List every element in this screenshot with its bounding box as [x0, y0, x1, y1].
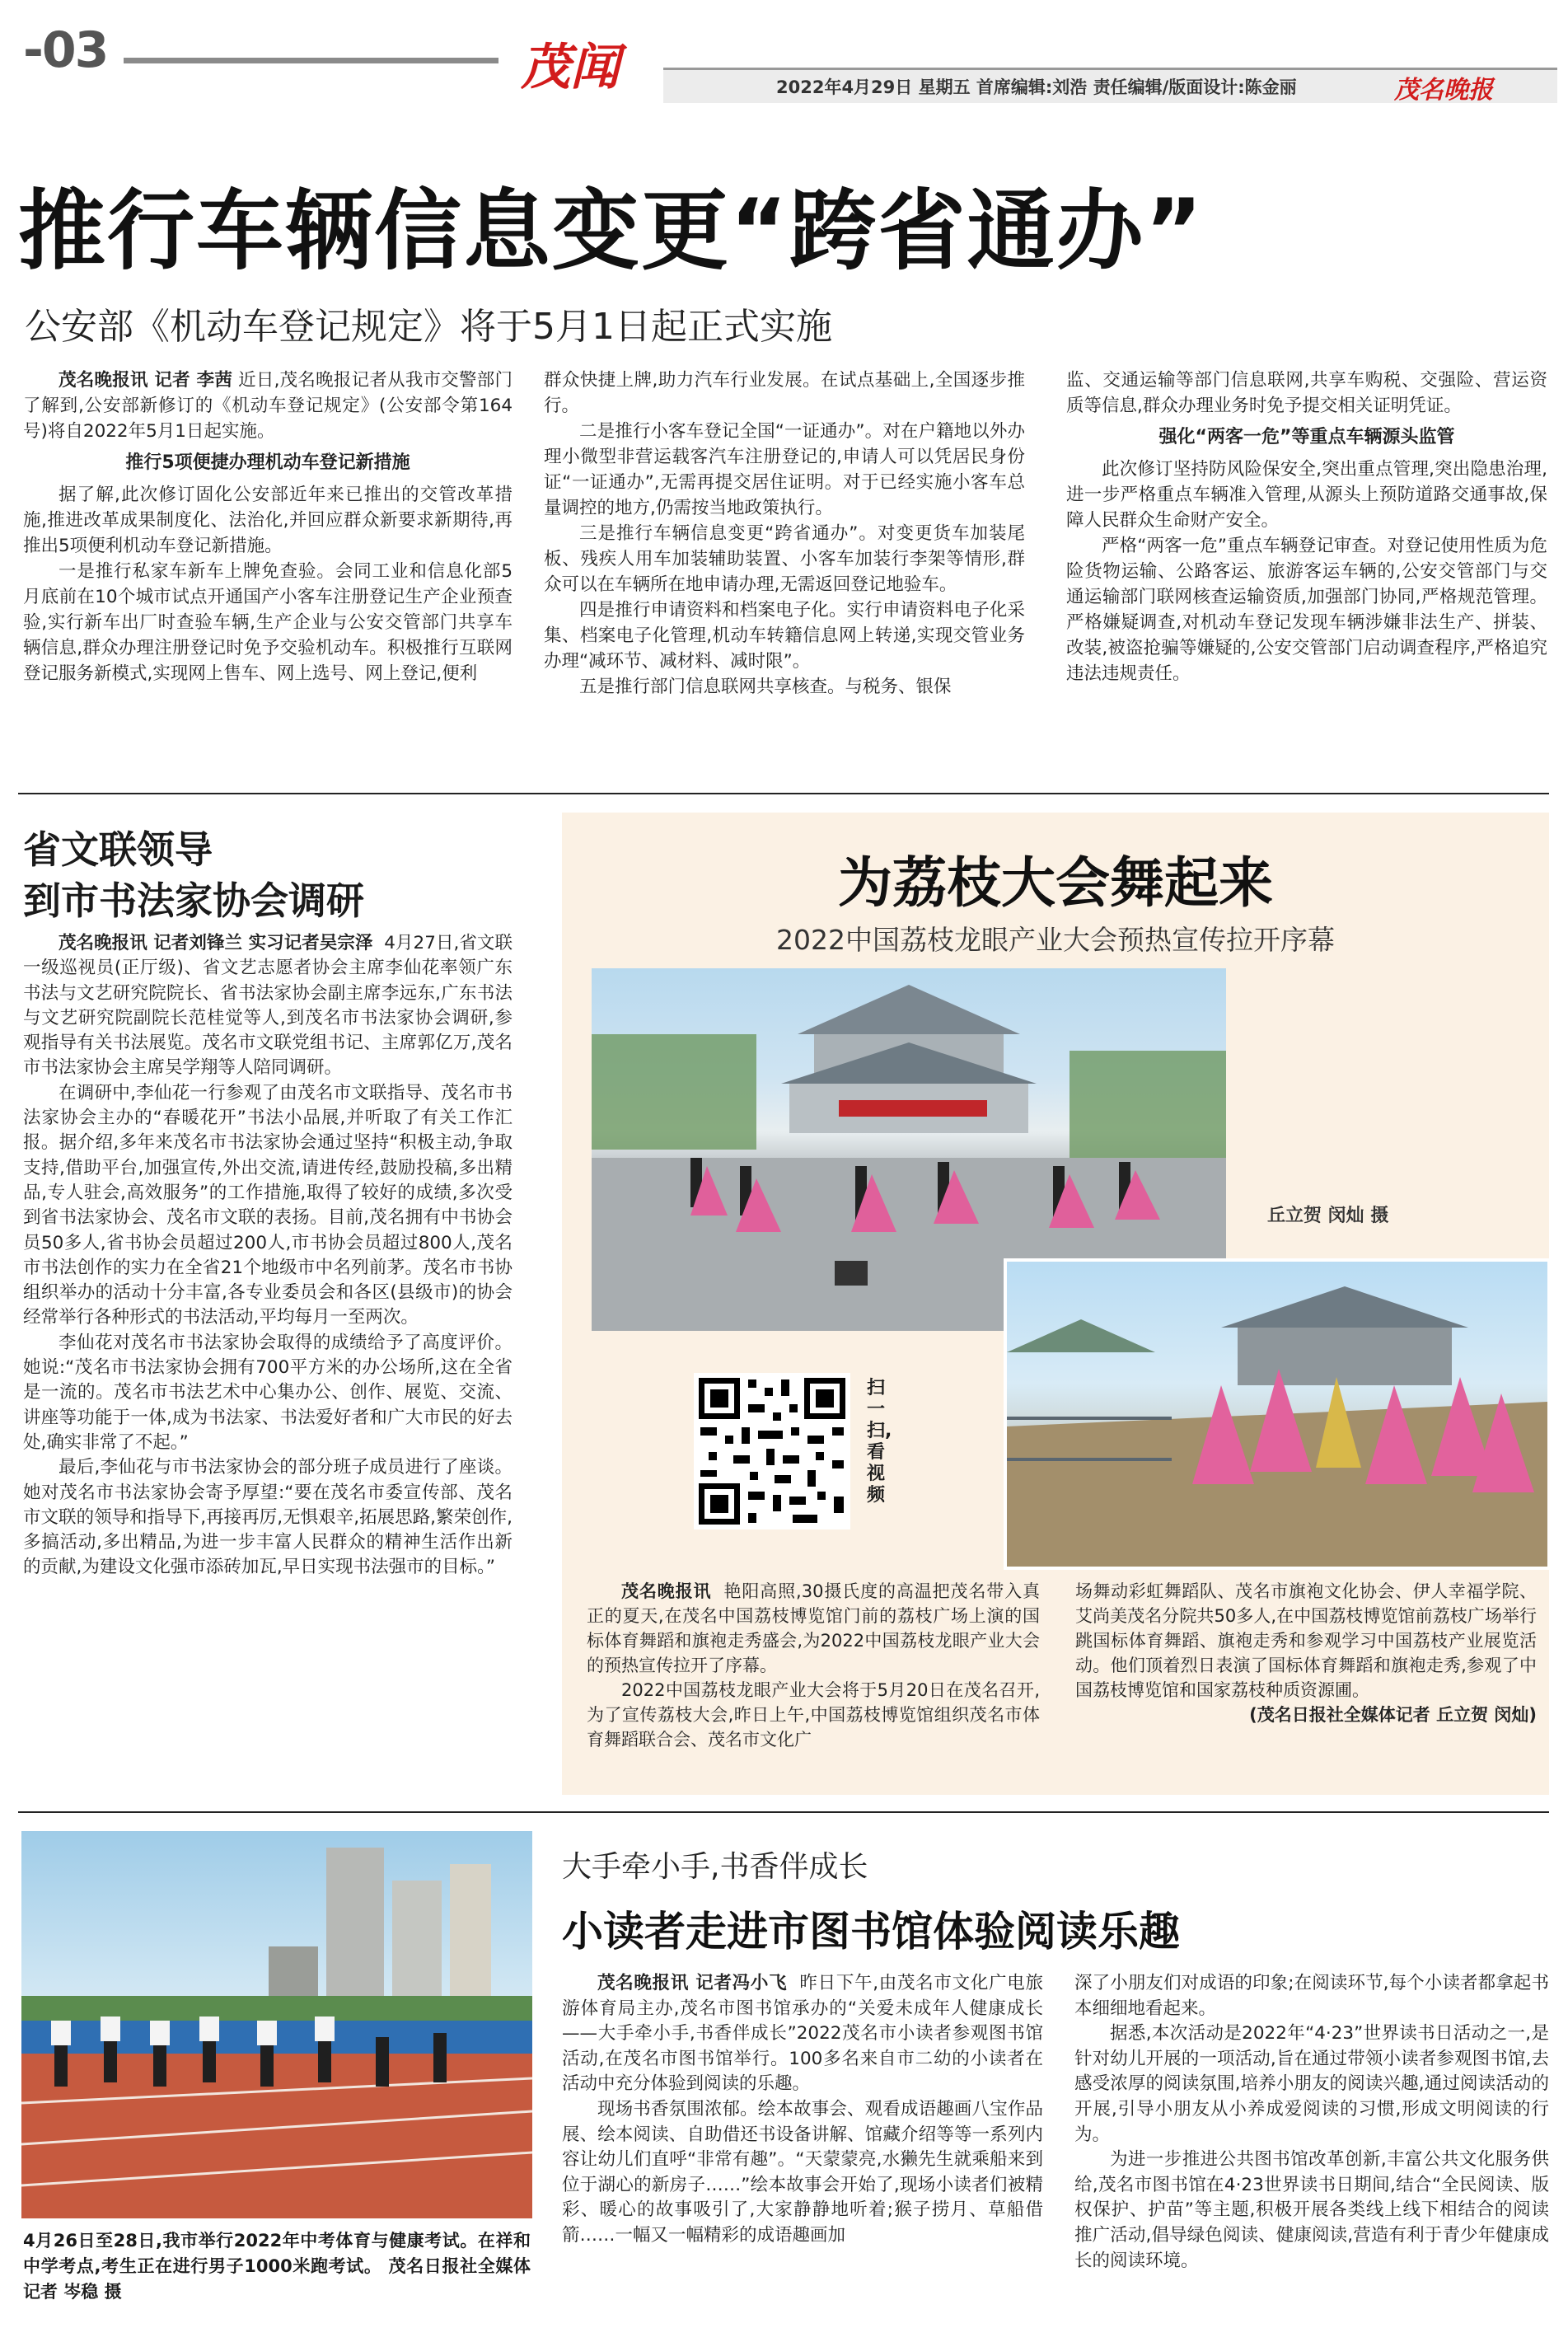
article-5-headline: 小读者走进市图书馆体验阅读乐趣: [562, 1908, 1180, 1956]
article-2-p2: 在调研中,李仙花一行参观了由茂名市文联指导、茂名市书法家协会主办的“春暖花开”书法小品展,并听取了有关工作汇报。据介绍,多年来茂名市书法家协会通过坚持“积极主动,争取支持,借助平台,加强宣传,外出交流,请进传经,鼓励投稿,多出精品,专人驻会,高效服务”的工作措施,取得了较好的成绩,多次受到省书法家协会、茂名市文联的表扬。目前,茂名拥有中书协会员50多人,省书协会员超过200人,市书协会员超过800人,茂名市书法创作的实力在全省21个地级市中名列前茅。茂名市书协组织举办的活动十分丰富,各专业委员会和各区(县级市)的协会经常举行各种形式的书法活动,平均每月一至两次。: [23, 1082, 513, 1328]
article-3-p2: 2022中国荔枝龙眼产业大会将于5月20日在茂名召开,为了宣传荔枝大会,昨日上午,中国荔枝博览馆组织茂名市体育舞蹈联合会、茂名市文化广: [587, 1680, 1040, 1750]
article-1-subhead-1: 推行5项便捷办理机动车登记新措施: [125, 452, 410, 473]
article-2-lead: 茂名晚报讯 记者刘锋兰 实习记者吴宗泽: [59, 933, 373, 953]
divider-2: [18, 1811, 1549, 1813]
header-info: 2022年4月29日 星期五 首席编辑:刘浩 责任编辑/版面设计:陈金丽: [776, 77, 1297, 97]
article-1-p11: 严格“两客一危”重点车辆登记审查。对登记使用性质为危险货物运输、公路客运、旅游客运车辆的,公安交管部门与交通运输部门联网核查运输资质,加强部门协同,严格规范管理。严格嫌疑调查,对机动车登记发现车辆涉嫌非法生产、拼装、改装,被盗抢骗等嫌疑的,公安交管部门启动调查程序,严格追究违法违规责任。: [1066, 536, 1547, 684]
article-1-col-2: [544, 368, 1025, 700]
article-3-headline: 为荔枝大会舞起来: [838, 851, 1273, 915]
qr-code-icon: [694, 1373, 850, 1529]
article-2-headline: [23, 824, 534, 926]
article-1-p10: 此次修订坚持防风险保安全,突出重点管理,突出隐患治理,进一步严格重点车辆准入管理,从源头上预防道路交通事故,保障人民群众生命财产安全。: [1066, 459, 1547, 531]
running-scene: [21, 1831, 532, 2218]
article-2-p3: 李仙花对茂名市书法家协会取得的成绩给予了高度评价。她说:“茂名市书法家协会拥有700平方米的办公场所,这在全省是一流的。茂名市书法艺术中心集办公、创作、展览、交流、讲座等功能于一体,成为书法家、书法爱好者和广大市民的好去处,确实非常了不起。”: [23, 1332, 513, 1453]
article-3-col-1: [587, 1579, 1040, 1752]
photo-credit: 丘立贺 闵灿 摄: [1267, 1206, 1389, 1226]
article-1-p5: 二是推行小客车登记全国“一证通办”。对在户籍地以外办理小微型非营运载客汽车注册登记的,申请人可以凭居民身份证“一证通办”,无需再提交居住证明。对于已经实施小客车总量调控的地方,仍需按当地政策执行。: [544, 421, 1025, 518]
article-1-lead: 茂名晚报讯 记者 李茜: [59, 370, 233, 391]
article-1-p8: 五是推行部门信息联网共享核查。与税务、银保: [579, 677, 952, 697]
section-tag: 茂闻: [521, 39, 620, 96]
article-5-lead: 茂名晚报讯 记者冯小飞: [597, 1973, 788, 1993]
article-2-headline-line-1: 省文联领导: [23, 827, 213, 872]
article-1-p1: 近日,茂名晚报记者从我市交警部门了解到,公安部新修订的《机动车登记规定》(公安部令第164号)将自2022年5月1日起实施。: [23, 370, 513, 442]
article-2-body: [23, 931, 513, 1581]
dance-photo-2: [1004, 1258, 1551, 1570]
page-number: -03: [23, 21, 108, 79]
article-1-p3: 一是推行私家车新车上牌免查验。会同工业和信息化部5月底前在10个城市试点开通国产小客车注册登记生产企业预查验,实行新车出厂时查验车辆,生产企业与公安交管部门共享车辆信息,群众办理注册登记时免予交验机动车。积极推行互联网登记服务新模式,实现网上售车、网上选号、网上登记,便利: [23, 561, 513, 684]
exam-photo: [21, 1831, 532, 2218]
article-5-p3: 深了小朋友们对成语的印象;在阅读环节,每个小读者都拿起书本细细地看起来。: [1074, 1973, 1549, 2019]
article-5-p1: 昨日下午,由茂名市文化广电旅游体育局主办,茂名市图书馆承办的“关爱未成年人健康成长——大手牵小手,书香伴成长”2022茂名市小读者参观图书馆活动,在茂名市图书馆举行。100多名来自市二幼的小读者在活动中充分体验到阅读的乐趣。: [562, 1973, 1043, 2095]
article-1-col-1: [23, 368, 513, 686]
brand-logo: 茂名晚报: [1394, 76, 1493, 105]
article-3-p3: 场舞动彩虹舞蹈队、茂名市旗袍文化协会、伊人幸福学院、艾尚美茂名分院共50多人,在中国荔枝博览馆前荔枝广场举行跳国标体育舞蹈、旗袍走秀和参观学习中国荔枝产业展览活动。他们顶着烈日表演了国标体育舞蹈和旗袍走秀,参观了中国荔枝博览馆和国家荔枝种质资源圃。: [1075, 1581, 1537, 1700]
article-2-headline-line-2: 到市书法家协会调研: [23, 878, 364, 923]
header-rule-left: [124, 58, 498, 63]
article-5-p5: 为进一步推进公共图书馆改革创新,丰富公共文化服务供给,茂名市图书馆在4·23世界读书日期间,结合“全民阅读、版权保护、护苗”等主题,积极开展各类线上线下相结合的阅读推广活动,倡导绿色阅读、健康阅读,营造有利于青少年健康成长的阅读环境。: [1074, 2149, 1549, 2271]
dance-scene-2: [1007, 1262, 1547, 1567]
exam-photo-caption: 4月26日至28日,我市举行2022年中考体育与健康考试。在祥和中学考点,考生正在进行男子1000米跑考试。 茂名日报社全媒体记者 岑稳 摄: [23, 2231, 531, 2302]
article-2-p4: 最后,李仙花与市书法家协会的部分班子成员进行了座谈。她对茂名市书法家协会寄予厚望:“要在茂名市委宣传部、茂名市文联的领导和指导下,再接再厉,无惧艰辛,拓展思路,繁荣创作,多搞活动,多出精品,为进一步丰富人民群众的精神生活作出新的贡献,为建设文化强市添砖加瓦,早日实现书法强市的目标。”: [23, 1457, 513, 1578]
article-5-kicker: 大手牵小手,书香伴成长: [562, 1850, 868, 1884]
article-3-col-2: [1075, 1579, 1537, 1727]
article-3-credit: (茂名日报社全媒体记者 丘立贺 闵灿): [1249, 1705, 1537, 1725]
article-1-p7: 四是推行申请资料和档案电子化。实行申请资料电子化采集、档案电子化管理,机动车转籍信息网上转递,实现交管业务办理“减环节、减材料、减时限”。: [544, 600, 1025, 672]
article-5-col-2: [1074, 1971, 1549, 2274]
page-header: [0, 0, 1568, 107]
article-1-p4: 群众快捷上牌,助力汽车行业发展。在试点基础上,全国逐步推行。: [544, 370, 1025, 416]
article-1-subheadline: 公安部《机动车登记规定》将于5月1日起正式实施: [25, 306, 832, 348]
article-1-p9: 监、交通运输等部门信息联网,共享车购税、交强险、营运资质等信息,群众办理业务时免予提交相关证明凭证。: [1066, 370, 1547, 416]
article-3-lead: 茂名晚报讯: [621, 1581, 712, 1601]
divider-1: [18, 793, 1549, 794]
video-qr-code[interactable]: [694, 1373, 850, 1529]
article-1-p6: 三是推行车辆信息变更“跨省通办”。对变更货车加装尾板、残疾人用车加装辅助装置、小客车加装行李架等情形,群众可以在车辆所在地申请办理,无需返回登记地验车。: [544, 523, 1025, 595]
qr-caption: 扫一扫,看视频: [867, 1378, 892, 1506]
article-5-p4: 据悉,本次活动是2022年“4·23”世界读书日活动之一,是针对幼儿开展的一项活动,旨在通过带领小读者参观图书馆,去感受浓厚的阅读氛围,培养小朋友的阅读兴趣,通过阅读活动的开展,引导小朋友从小养成爱阅读的习惯,形成文明阅读的行为。: [1074, 2023, 1549, 2145]
article-3-subheadline: 2022中国荔枝龙眼产业大会预热宣传拉开序幕: [776, 924, 1335, 956]
article-5-col-1: [562, 1971, 1043, 2249]
article-3-p1: 艳阳高照,30摄氏度的高温把茂名带入真正的夏天,在茂名中国荔枝博览馆门前的荔枝广场上演的国标体育舞蹈和旗袍走秀盛会,为2022中国荔枝龙眼产业大会的预热宣传拉开了序幕。: [587, 1581, 1041, 1675]
article-5-p2: 现场书香氛围浓郁。绘本故事会、观看成语趣画八宝作品展、绘本阅读、自助借还书设备讲解、馆藏介绍等等一系列内容让幼儿们直呼“非常有趣”。“天蒙蒙亮,水獭先生就乘船来到位于湖心的新房子……”绘本故事会开始了,现场小读者们被精彩、暖心的故事吸引了,大家静静地听着;猴子捞月、草船借箭……一幅又一幅精彩的成语趣画加: [562, 2098, 1043, 2246]
article-1-p2: 据了解,此次修订固化公安部近年来已推出的交管改革措施,推进改革成果制度化、法治化,并回应群众新要求新期待,再推出5项便利机动车登记新措施。: [23, 485, 513, 556]
article-1-subhead-2: 强化“两客一危”等重点车辆源头监管: [1158, 427, 1455, 447]
article-2-p1: 4月27日,省文联一级巡视员(正厅级)、省文艺志愿者协会主席李仙花率领广东书法与文艺研究院院长、省书法家协会副主席李远东,广东书法与文艺研究院副院长范桂觉等人,到茂名市书法家协会调研,参观指导有关书法展览。茂名市文联党组书记、主席郭亿万,茂名市书法家协会主席吴学翔等人陪同调研。: [23, 933, 513, 1079]
article-1-col-3: [1066, 368, 1547, 686]
article-1-headline: 推行车辆信息变更“跨省通办”: [18, 180, 1205, 282]
